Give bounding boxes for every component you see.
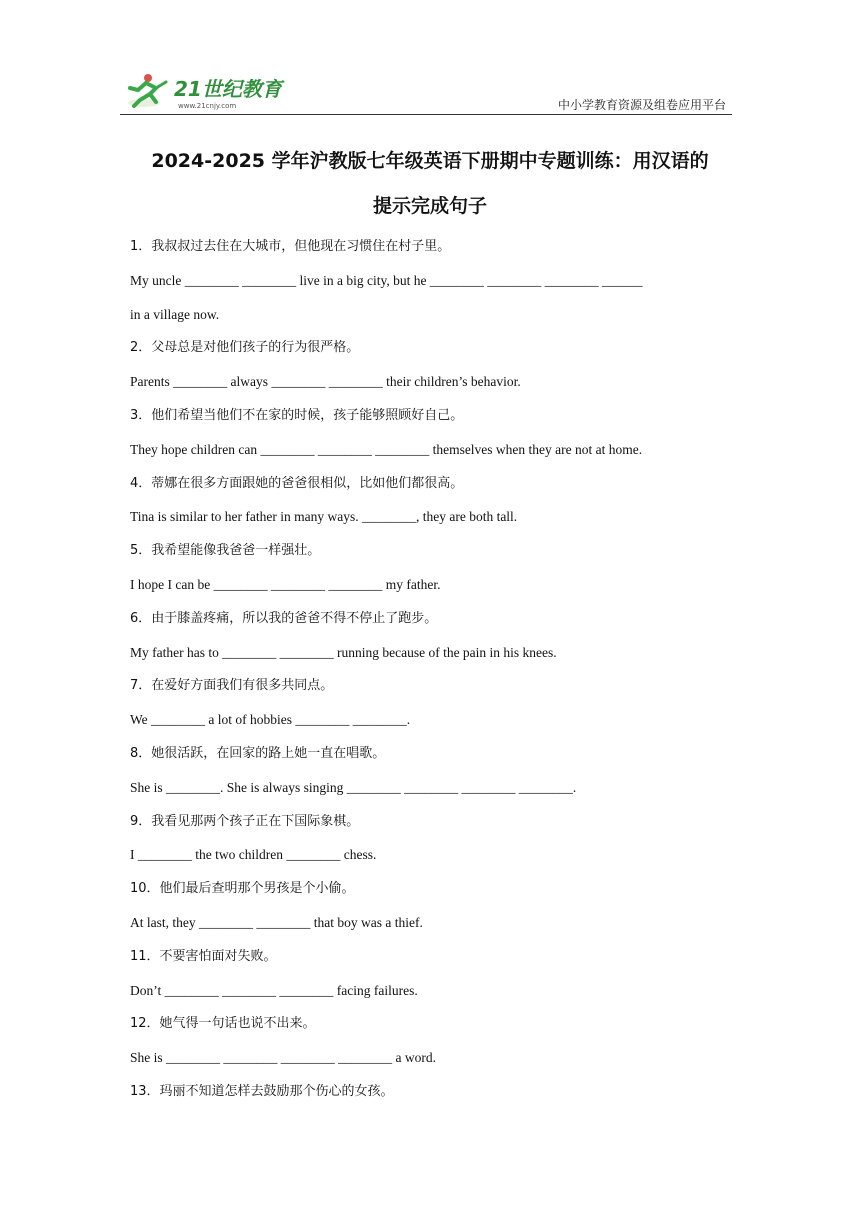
question-4-prompt: 4．蒂娜在很多方面跟她的爸爸很相似，比如他们都很高。 xyxy=(130,475,464,491)
question-12-sentence: She is ________ ________ ________ ________ a word. xyxy=(130,1050,436,1066)
question-9-sentence: I ________ the two children ________ chess. xyxy=(130,847,377,863)
question-6-sentence: My father has to ________ ________ running because of the pain in his knees. xyxy=(130,644,557,660)
question-13-prompt: 13．玛丽不知道怎样去鼓励那个伤心的女孩。 xyxy=(130,1083,394,1099)
header-platform-text: 中小学教育资源及组卷应用平台 xyxy=(557,98,726,112)
question-11-sentence: Don’t ________ ________ ________ facing failures. xyxy=(130,982,418,998)
question-2-sentence: Parents ________ always ________ ________ their children’s behavior. xyxy=(130,374,521,390)
logo-21cnjy xyxy=(126,70,296,112)
question-list xyxy=(130,230,740,1109)
question-8-prompt: 8．她很活跃，在回家的路上她一直在唱歌。 xyxy=(130,745,386,761)
question-5-prompt: 5．我希望能像我爸爸一样强壮。 xyxy=(130,543,321,559)
question-8-sentence: She is ________. She is always singing ________ ________ ________ ________. xyxy=(130,779,577,795)
logo-text: 21世纪教育 xyxy=(174,77,282,101)
logo-url: www.21cnjy.com xyxy=(178,102,237,110)
question-4-sentence: Tina is similar to her father in many ways. ________, they are both tall. xyxy=(130,509,518,525)
question-7-sentence: We ________ a lot of hobbies ________ ________. xyxy=(130,712,411,728)
question-7-prompt: 7．在爱好方面我们有很多共同点。 xyxy=(130,678,334,694)
question-2-prompt: 2．父母总是对他们孩子的行为很严格。 xyxy=(130,340,360,356)
header-divider xyxy=(120,114,732,115)
question-6-prompt: 6．由于膝盖疼痛，所以我的爸爸不得不停止了跑步。 xyxy=(130,610,438,626)
running-figure-icon xyxy=(128,74,166,107)
question-1-prompt: 1．我叔叔过去住在大城市，但他现在习惯住在村子里。 xyxy=(130,239,451,254)
question-10-sentence: At last, they ________ ________ that boy was a thief. xyxy=(130,914,423,930)
question-9-prompt: 9．我看见那两个孩子正在下国际象棋。 xyxy=(130,813,360,829)
question-12-prompt: 12．她气得一句话也说不出来。 xyxy=(130,1016,316,1032)
question-5-sentence: I hope I can be ________ ________ ________ my father. xyxy=(130,576,441,592)
question-11-prompt: 11．不要害怕面对失败。 xyxy=(130,948,277,964)
question-3-sentence: They hope children can ________ ________ ________ themselves when they are not at home. xyxy=(130,441,643,457)
page-header xyxy=(120,66,732,116)
question-10-prompt: 10．他们最后查明那个男孩是个小偷。 xyxy=(130,881,355,897)
page-title-line-2: 提示完成句子 xyxy=(372,195,487,217)
question-1-sentence-cont: in a village now. xyxy=(130,306,220,322)
question-3-prompt: 3．他们希望当他们不在家的时候，孩子能够照顾好自己。 xyxy=(130,407,464,423)
page-title-line-1: 2024-2025 学年沪教版七年级英语下册期中专题训练：用汉语的 xyxy=(151,150,709,172)
question-1-sentence: My uncle ________ ________ live in a big city, but he ________ ________ ________ ______ xyxy=(130,272,643,288)
